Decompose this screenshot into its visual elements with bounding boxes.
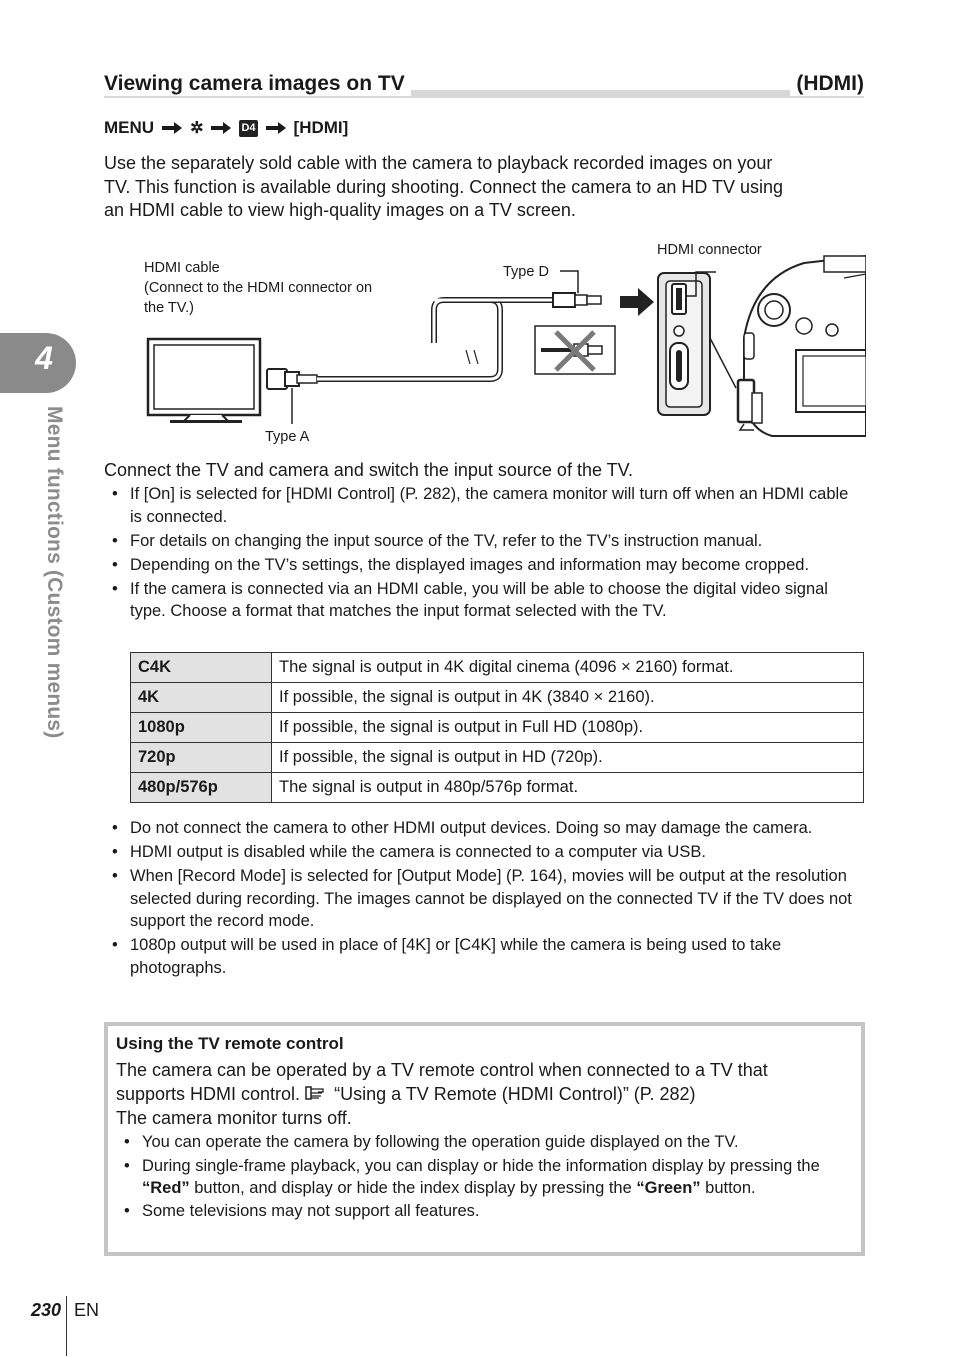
table-key: 4K	[131, 683, 272, 713]
reference-hand-icon	[305, 1084, 329, 1102]
page-number: 230	[31, 1300, 62, 1320]
connection-diagram	[104, 238, 866, 450]
list-item: • If [On] is selected for [HDMI Control] (P. 282), the camera monitor will turn off when an HDMI cable is connected.	[104, 483, 864, 528]
menu-path	[104, 118, 348, 138]
list-item: • Some televisions may not support all features.	[116, 1200, 856, 1222]
list-item: • HDMI output is disabled while the camera is connected to a computer via USB.	[104, 841, 864, 864]
tv-remote-list	[116, 1131, 856, 1224]
hdmi-cable-line: the TV.)	[144, 300, 194, 316]
table-row	[131, 653, 864, 683]
list-item: • Do not connect the camera to other HDMI output devices. Doing so may damage the camera.	[104, 817, 864, 840]
tv-remote-text: supports HDMI control.	[116, 1084, 306, 1104]
tv-remote-line	[116, 1083, 696, 1107]
tv-remote-reference: “Using a TV Remote (HDMI Control)” (P. 282)	[334, 1084, 696, 1104]
list-item	[116, 1155, 856, 1199]
chapter-number: 4	[35, 340, 53, 376]
camera-port-panel	[658, 273, 710, 415]
table-desc: If possible, the signal is output in Full HD (1080p).	[272, 713, 864, 743]
text-run: button, and display or hide the index display by pressing the	[189, 1178, 637, 1197]
table-row	[131, 773, 864, 803]
menu-item-hdmi: [HDMI]	[293, 118, 349, 137]
arrow-right-icon	[161, 121, 183, 135]
tv-remote-line: The camera monitor turns off.	[116, 1108, 352, 1128]
list-item: • You can operate the camera by following the operation guide displayed on the TV.	[116, 1131, 856, 1153]
hdmi-cable-line: HDMI cable	[144, 260, 220, 276]
gear-icon: ✲	[190, 120, 204, 137]
tv-remote-line: The camera can be operated by a TV remote control when connected to a TV that	[116, 1060, 768, 1080]
type-a-plug	[267, 369, 317, 389]
table-desc: If possible, the signal is output in 4K (3840 × 2160).	[272, 683, 864, 713]
list-item: • Depending on the TV’s settings, the displayed images and information may become cropped.	[104, 554, 864, 577]
table-key: 720p	[131, 743, 272, 773]
text-run: button.	[700, 1178, 756, 1197]
page-d4-icon: D4	[239, 120, 257, 137]
type-a-label: Type A	[265, 429, 310, 445]
intro-line: Use the separately sold cable with the camera to playback recorded images on your	[104, 153, 773, 173]
hdmi-connector-label: HDMI connector	[657, 242, 762, 258]
list-item: • For details on changing the input source of the TV, refer to the TV’s instruction manual.	[104, 530, 864, 553]
footer-divider	[66, 1296, 67, 1356]
notes-list-2	[104, 817, 864, 981]
red-button-text: “Red”	[142, 1178, 190, 1197]
text-run: During single-frame playback, you can display or hide the information display by pressing the	[142, 1156, 820, 1175]
table-key: 1080p	[131, 713, 272, 743]
camera-body-illustration	[738, 256, 866, 436]
language-code: EN	[74, 1300, 100, 1320]
arrow-right-icon	[265, 121, 287, 135]
tv-remote-title: Using the TV remote control	[116, 1034, 344, 1053]
table-row	[131, 713, 864, 743]
green-button-text: “Green”	[636, 1178, 701, 1197]
list-item: • When [Record Mode] is selected for [Output Mode] (P. 164), movies will be output at the resolution selected during recording. The images cannot be displayed on the connected TV if the TV does not support the record mode.	[104, 865, 864, 933]
connect-instruction: Connect the TV and camera and switch the input source of the TV.	[104, 460, 633, 480]
table-desc: If possible, the signal is output in HD (720p).	[272, 743, 864, 773]
page-title-tag: (HDMI)	[790, 72, 864, 96]
page-title: Viewing camera images on TV	[104, 72, 411, 96]
table-desc: The signal is output in 4K digital cinema (4096 × 2160) format.	[272, 653, 864, 683]
arrow-right-icon	[210, 121, 232, 135]
menu-label: MENU	[104, 118, 155, 137]
hdmi-cable-line: (Connect to the HDMI connector on	[144, 280, 373, 296]
table-key: C4K	[131, 653, 272, 683]
signal-type-table	[130, 652, 864, 803]
intro-paragraph	[104, 152, 783, 223]
table-desc: The signal is output in 480p/576p format.	[272, 773, 864, 803]
type-d-plug	[553, 293, 601, 307]
list-item: • If the camera is connected via an HDMI cable, you will be able to choose the digital video signal type. Choose a format that matches the input format selected with the TV.	[104, 578, 864, 623]
chapter-title: Menu functions (Custom menus)	[43, 406, 66, 739]
type-d-label: Type D	[503, 264, 549, 280]
table-row	[131, 683, 864, 713]
table-key: 480p/576p	[131, 773, 272, 803]
wrong-plug-box	[535, 326, 615, 374]
tv-illustration	[148, 339, 260, 423]
notes-list-1	[104, 483, 864, 624]
list-item: • 1080p output will be used in place of [4K] or [C4K] while the camera is being used to take photographs.	[104, 934, 864, 979]
hdmi-cable-label	[144, 258, 372, 318]
intro-line: TV. This function is available during shooting. Connect the camera to an HD TV using	[104, 176, 784, 197]
intro-line: an HDMI cable to view high-quality images on a TV screen.	[104, 200, 576, 220]
table-row	[131, 743, 864, 773]
